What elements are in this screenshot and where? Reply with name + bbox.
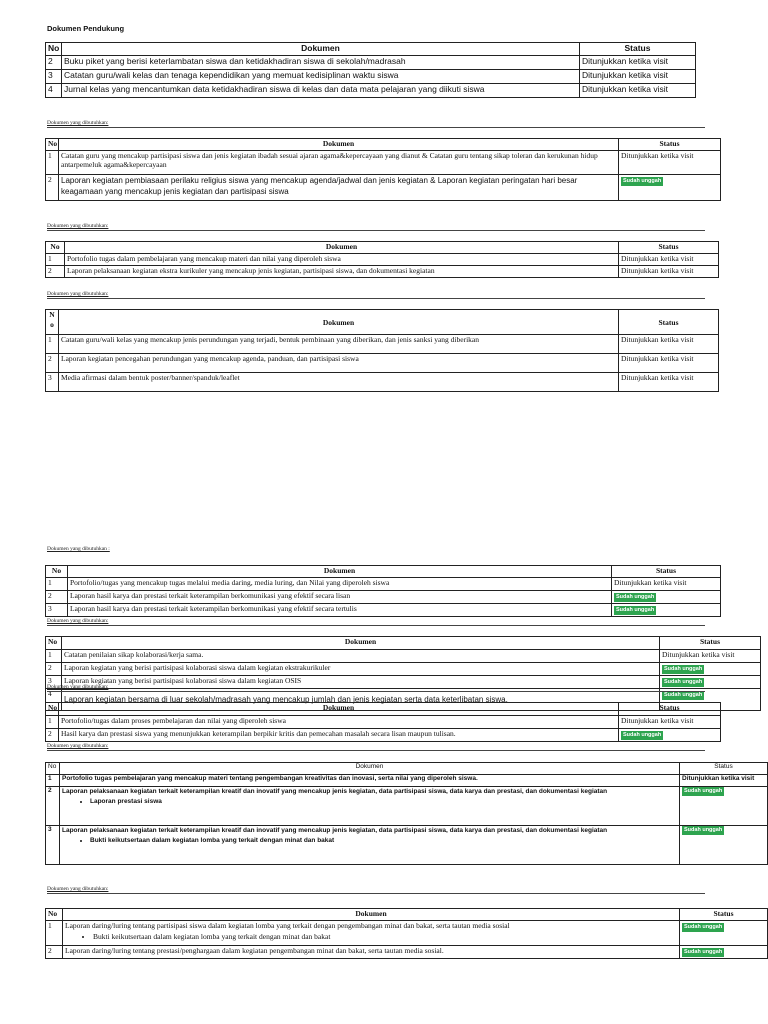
header-no: No bbox=[46, 242, 65, 254]
documents-table-1 bbox=[45, 42, 696, 98]
header-dokumen: Dokumen bbox=[62, 637, 660, 650]
status-badge: Sudah unggah bbox=[623, 178, 662, 184]
row-doc: Laporan pelaksanaan kegiatan ekstra kurikuler yang mencakup jenis kegiatan, partisipasi siswa, dan dokumentasi kegiatan bbox=[65, 266, 619, 278]
row-status: Ditunjukkan ketika visit bbox=[660, 650, 761, 663]
row-doc: Buku piket yang berisi keterlambatan siswa dan ketidakhadiran siswa di sekolah/madrasah bbox=[62, 56, 580, 70]
row-doc-cell bbox=[63, 921, 680, 946]
documents-table-6 bbox=[45, 636, 761, 711]
documents-table-9 bbox=[45, 908, 768, 959]
row-no: 3 bbox=[46, 70, 62, 84]
header-status: Status bbox=[619, 310, 719, 335]
row-no: 2 bbox=[46, 946, 63, 959]
table-row bbox=[46, 946, 768, 959]
table-row bbox=[46, 335, 719, 354]
documents-table-7 bbox=[45, 702, 721, 742]
divider bbox=[47, 625, 705, 626]
row-doc: Laporan kegiatan bersama di luar sekolah/madrasah yang mencakup jumlah dan jenis kegiatan serta data keterlibatan siswa. bbox=[62, 689, 660, 711]
header-dokumen: Dokumen bbox=[63, 909, 680, 921]
row-no: 1 bbox=[46, 335, 59, 354]
header-dokumen: Dokumen bbox=[60, 763, 680, 775]
status-badge: Sudah unggah bbox=[623, 732, 662, 738]
table-header bbox=[46, 909, 768, 921]
row-status: Ditunjukkan ketika visit bbox=[619, 335, 719, 354]
status-badge: Sudah unggah bbox=[616, 607, 655, 613]
row-no: 4 bbox=[46, 689, 62, 711]
table-row bbox=[46, 254, 719, 266]
status-badge: Sudah unggah bbox=[664, 679, 703, 685]
header-no: No bbox=[46, 637, 62, 650]
table-header bbox=[46, 242, 719, 254]
row-status: Ditunjukkan ketika visit bbox=[619, 716, 721, 729]
divider bbox=[47, 750, 705, 751]
row-status: Ditunjukkan ketika visit bbox=[619, 151, 721, 175]
header-no: No bbox=[46, 566, 68, 578]
table-row bbox=[46, 650, 761, 663]
section-caption: Dokumen yang dibutuhkan: bbox=[47, 618, 109, 624]
row-status: Ditunjukkan ketika visit bbox=[580, 70, 696, 84]
section-caption: Dokumen yang dibutuhkan: bbox=[47, 743, 109, 749]
row-doc: Laporan hasil karya dan prestasi terkait keterampilan berkomunikasi yang efektif secara lisan bbox=[68, 591, 612, 604]
row-no: 2 bbox=[46, 266, 65, 278]
header-dokumen: Dokumen bbox=[65, 242, 619, 254]
documents-table-3 bbox=[45, 241, 719, 278]
table-row bbox=[46, 826, 768, 865]
bullet-item: • Bukti keikutsertaan dalam kegiatan lomba yang terkait dengan minat dan bakat bbox=[93, 932, 677, 943]
bullet-list bbox=[65, 932, 677, 943]
row-no: 1 bbox=[46, 921, 63, 946]
documents-table-4 bbox=[45, 309, 719, 392]
status-badge: Sudah unggah bbox=[664, 666, 703, 672]
divider bbox=[47, 691, 705, 692]
status-badge: Sudah unggah bbox=[616, 594, 655, 600]
page-title: Dokumen Pendukung bbox=[47, 24, 125, 33]
bullet-list bbox=[62, 797, 677, 807]
divider bbox=[47, 298, 705, 299]
header-no: No bbox=[46, 310, 59, 335]
table-row bbox=[46, 676, 761, 689]
row-doc: Jurnal kelas yang mencantumkan data ketidakhadiran siswa di kelas dan data mata pelajaran yang diikuti siswa bbox=[62, 84, 580, 98]
header-no: No bbox=[46, 43, 62, 56]
table-row bbox=[46, 151, 721, 175]
row-no: 4 bbox=[46, 84, 62, 98]
row-no: 1 bbox=[46, 254, 65, 266]
row-doc: Laporan kegiatan yang berisi partisipasi kolaborasi siswa dalam kegiatan OSIS bbox=[62, 676, 660, 689]
header-no: No bbox=[46, 909, 63, 921]
header-status: Status bbox=[619, 242, 719, 254]
row-status-cell bbox=[612, 591, 721, 604]
header-status: Status bbox=[619, 139, 721, 151]
row-doc: Catatan guru/wali kelas yang mencakup jenis perundungan yang terjadi, bentuk pembinaan yang diberikan, dan jenis sanksi yang diberikan bbox=[59, 335, 619, 354]
row-doc: Laporan daring/luring tentang partisipasi siswa dalam kegiatan lomba yang terkait dengan pengembangan minat dan bakat, serta tautan media sosial bbox=[65, 921, 510, 930]
header-status: Status bbox=[580, 43, 696, 56]
table-row bbox=[46, 729, 721, 742]
row-status-cell bbox=[619, 729, 721, 742]
header-no: No bbox=[46, 763, 60, 775]
row-status-cell bbox=[680, 787, 768, 826]
row-status: Ditunjukkan ketika visit bbox=[680, 775, 768, 787]
header-dokumen: Dokumen bbox=[59, 310, 619, 335]
row-doc: Laporan kegiatan pencegahan perundungan yang mencakup agenda, panduan, dan partisipasi siswa bbox=[59, 354, 619, 373]
header-status: Status bbox=[680, 763, 768, 775]
status-badge: Sudah unggah bbox=[664, 692, 703, 698]
row-status: Ditunjukkan ketika visit bbox=[619, 373, 719, 392]
table-row bbox=[46, 373, 719, 392]
row-no: 2 bbox=[46, 354, 59, 373]
row-status: Ditunjukkan ketika visit bbox=[580, 84, 696, 98]
divider bbox=[47, 893, 705, 894]
documents-table-8 bbox=[45, 762, 768, 865]
row-doc: Portofolio tugas pembelajaran yang mencakup materi tentang pengembangan kreativitas dan inovasi, serta nilai yang diperoleh siswa. bbox=[60, 775, 680, 787]
table-header bbox=[46, 310, 719, 335]
row-no: 2 bbox=[46, 56, 62, 70]
row-doc: Laporan kegiatan pembiasaan perilaku religius siswa yang mencakup agenda/jadwal dan jenis kegiatan & Laporan kegiatan peringatan hari besar keagamaan yang mencakup jenis kegiatan dan partisipasi siswa bbox=[59, 175, 619, 201]
status-badge: Sudah unggah bbox=[684, 827, 723, 833]
row-doc: Portofolio/tugas dalam proses pembelajaran dan nilai yang diperoleh siswa bbox=[59, 716, 619, 729]
row-no: 2 bbox=[46, 663, 62, 676]
row-no: 1 bbox=[46, 151, 59, 175]
section-caption: Dokumen yang dibutuhkan: bbox=[47, 120, 109, 126]
header-dokumen: Dokumen bbox=[62, 43, 580, 56]
row-status: Ditunjukkan ketika visit bbox=[619, 354, 719, 373]
table-header bbox=[46, 763, 768, 775]
row-no: 3 bbox=[46, 604, 68, 617]
row-status-cell bbox=[680, 826, 768, 865]
header-status: Status bbox=[619, 703, 721, 716]
status-badge: Sudah unggah bbox=[684, 924, 723, 930]
row-status: Ditunjukkan ketika visit bbox=[580, 56, 696, 70]
table-row bbox=[46, 175, 721, 201]
header-status: Status bbox=[660, 637, 761, 650]
row-status-cell bbox=[612, 604, 721, 617]
row-doc: Portofolio/tugas yang mencakup tugas melalui media daring, media luring, dan Nilai yang diperoleh siswa bbox=[68, 578, 612, 591]
row-doc: Catatan penilaian sikap kolaborasi/kerja sama. bbox=[62, 650, 660, 663]
section-caption: Dokumen yang dibutuhkan : bbox=[47, 546, 110, 552]
table-row bbox=[46, 663, 761, 676]
header-no: No bbox=[46, 139, 59, 151]
row-status: Ditunjukkan ketika visit bbox=[619, 266, 719, 278]
status-badge: Sudah unggah bbox=[684, 949, 723, 955]
row-doc: Portofolio tugas dalam pembelajaran yang mencakup materi dan nilai yang diperoleh siswa bbox=[65, 254, 619, 266]
table-row bbox=[46, 716, 721, 729]
documents-table-5 bbox=[45, 565, 721, 617]
row-doc: Laporan pelaksanaan kegiatan terkait keterampilan kreatif dan inovatif yang mencakup jenis kegiatan, data partisipasi siswa, data karya dan prestasi, dan dokumentasi kegiatan bbox=[62, 788, 608, 795]
table-row bbox=[46, 354, 719, 373]
row-doc: Catatan guru/wali kelas dan tenaga kependidikan yang memuat kedisiplinan waktu siswa bbox=[62, 70, 580, 84]
row-doc: Catatan guru yang mencakup partisipasi siswa dan jenis kegiatan ibadah sesuai ajaran agama&kepercayaan yang dianut & Catatan guru tentang sikap toleran dan kerukunan hidup antarpemeluk agama&kepercayaan bbox=[59, 151, 619, 175]
table-row bbox=[46, 787, 768, 826]
row-doc-cell bbox=[60, 787, 680, 826]
row-no: 3 bbox=[46, 373, 59, 392]
row-no: 3 bbox=[46, 826, 60, 865]
row-status-cell bbox=[680, 946, 768, 959]
row-status-cell bbox=[680, 921, 768, 946]
header-no: No bbox=[46, 703, 59, 716]
table-row bbox=[46, 56, 696, 70]
row-doc: Laporan daring/luring tentang prestasi/penghargaan dalam kegiatan pengembangan minat dan bakat, serta tautan media sosial. bbox=[63, 946, 680, 959]
header-dokumen: Dokumen bbox=[59, 139, 619, 151]
table-row bbox=[46, 70, 696, 84]
row-status-cell bbox=[660, 676, 761, 689]
row-no: 2 bbox=[46, 175, 59, 201]
row-no: 2 bbox=[46, 591, 68, 604]
header-dokumen: Dokumen bbox=[68, 566, 612, 578]
table-header bbox=[46, 566, 721, 578]
row-no: 3 bbox=[46, 676, 62, 689]
divider bbox=[47, 127, 705, 128]
row-status: Ditunjukkan ketika visit bbox=[612, 578, 721, 591]
row-doc: Media afirmasi dalam bentuk poster/banner/spanduk/leaflet bbox=[59, 373, 619, 392]
row-doc: Hasil karya dan prestasi siswa yang menunjukkan keterampilan berpikir kritis dan pemecahan masalah secara lisan maupun tulisan. bbox=[59, 729, 619, 742]
bullet-item: • Laporan prestasi siswa bbox=[90, 797, 677, 807]
header-status: Status bbox=[612, 566, 721, 578]
table-header bbox=[46, 637, 761, 650]
row-status-cell bbox=[660, 663, 761, 676]
section-caption: Dokumen yang dibutuhkan: bbox=[47, 223, 109, 229]
table-row bbox=[46, 604, 721, 617]
header-dokumen: Dokumen bbox=[59, 703, 619, 716]
row-doc: Laporan hasil karya dan prestasi terkait keterampilan berkomunikasi yang efektif secara tertulis bbox=[68, 604, 612, 617]
divider bbox=[47, 230, 705, 231]
row-status: Ditunjukkan ketika visit bbox=[619, 254, 719, 266]
section-caption: Dokumen yang dibutuhkan: bbox=[47, 886, 109, 892]
table-row bbox=[46, 775, 768, 787]
row-no: 1 bbox=[46, 716, 59, 729]
header-status: Status bbox=[680, 909, 768, 921]
status-badge: Sudah unggah bbox=[684, 788, 723, 794]
row-no: 1 bbox=[46, 578, 68, 591]
row-doc: Laporan kegiatan yang berisi partisipasi kolaborasi siswa dalam kegiatan ekstrakurikuler bbox=[62, 663, 660, 676]
row-no: 2 bbox=[46, 729, 59, 742]
table-header bbox=[46, 43, 696, 56]
section-caption: Dokumen yang dibutuhkan: bbox=[47, 684, 109, 690]
section-caption: Dokumen yang dibutuhkan: bbox=[47, 291, 109, 297]
table-header bbox=[46, 703, 721, 716]
row-no: 1 bbox=[46, 650, 62, 663]
bullet-item: • Bukti keikutsertaan dalam kegiatan lomba yang terkait dengan minat dan bakat bbox=[90, 836, 677, 846]
row-doc-cell bbox=[60, 826, 680, 865]
table-row bbox=[46, 266, 719, 278]
table-row bbox=[46, 921, 768, 946]
row-status-cell bbox=[619, 175, 721, 201]
bullet-list bbox=[62, 836, 677, 846]
row-doc: Laporan pelaksanaan kegiatan terkait keterampilan kreatif dan inovatif yang mencakup jenis kegiatan, data partisipasi siswa, data karya dan prestasi, dan dokumentasi kegiatan bbox=[62, 827, 608, 834]
row-no: 2 bbox=[46, 787, 60, 826]
table-row bbox=[46, 591, 721, 604]
documents-table-2 bbox=[45, 138, 721, 201]
table-row bbox=[46, 578, 721, 591]
row-no: 1 bbox=[46, 775, 60, 787]
table-header bbox=[46, 139, 721, 151]
table-row bbox=[46, 84, 696, 98]
